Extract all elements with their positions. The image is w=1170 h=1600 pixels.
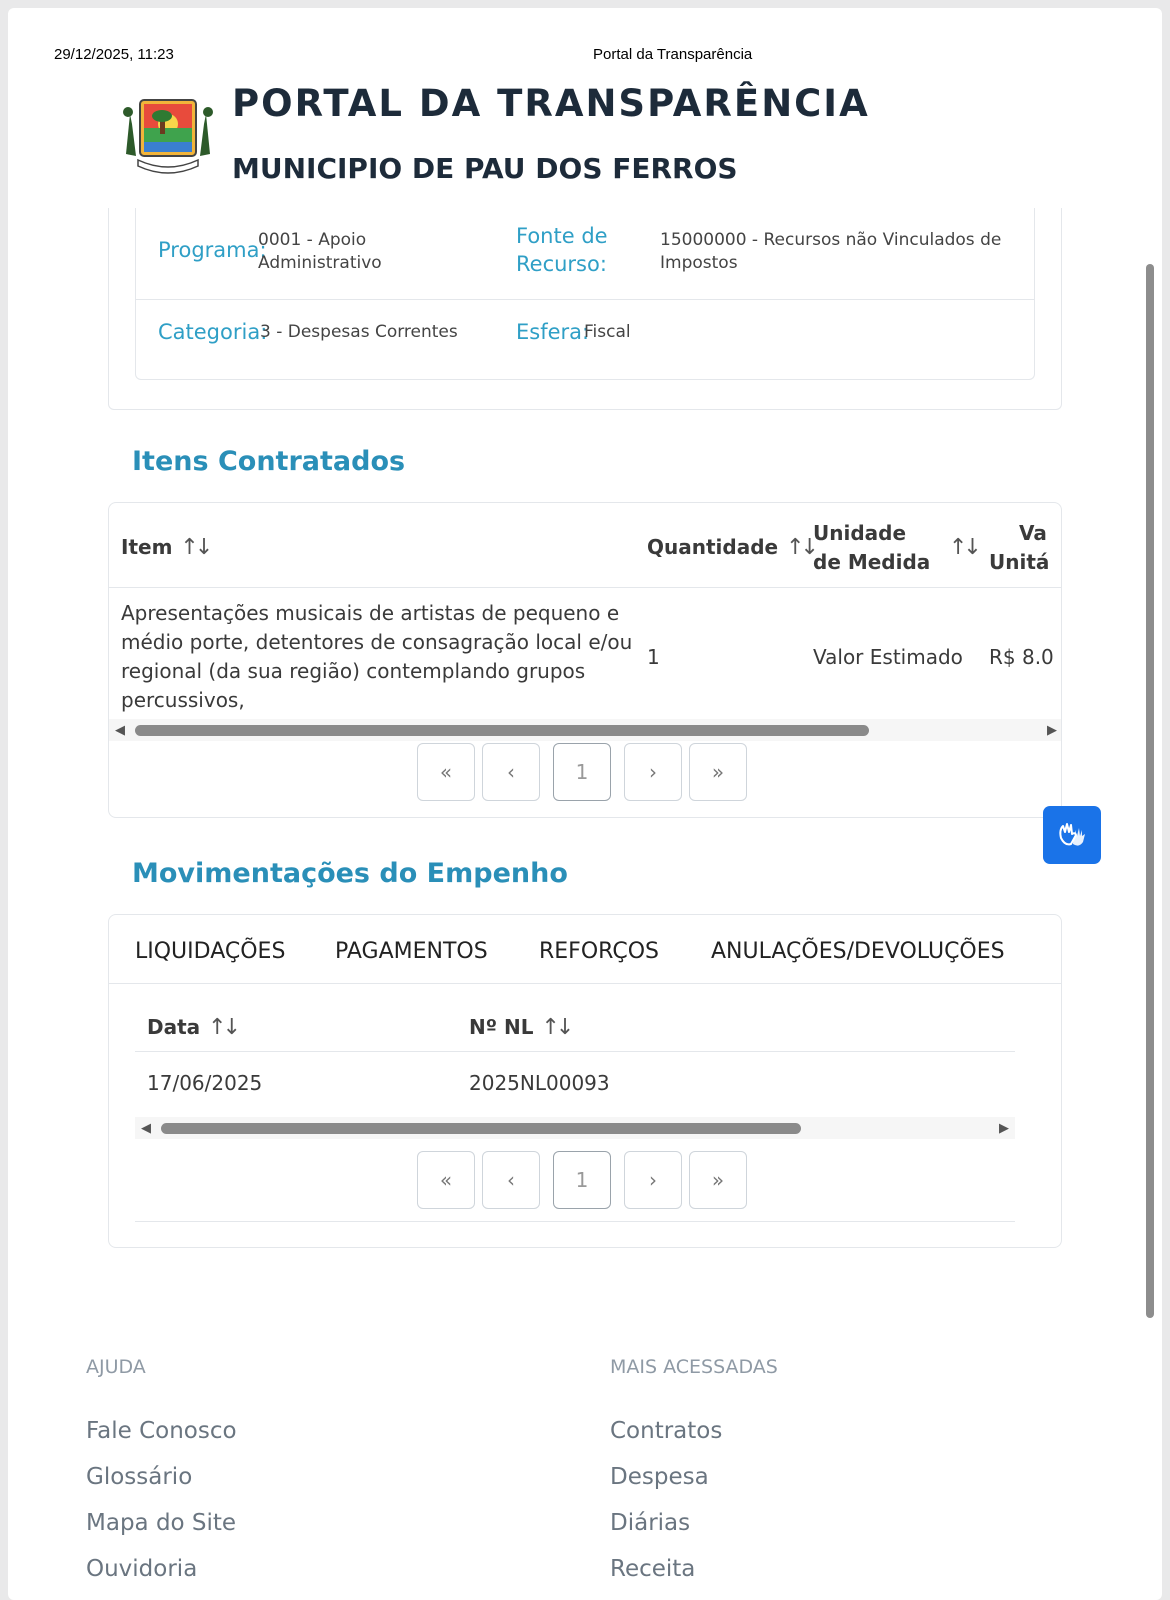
first-page-button[interactable]: « bbox=[417, 1151, 475, 1209]
sort-icon[interactable]: ↑↓ bbox=[786, 535, 815, 560]
coat-of-arms-logo[interactable] bbox=[120, 94, 216, 180]
cell-nl: 2025NL00093 bbox=[469, 1071, 610, 1095]
header-divider bbox=[109, 587, 1062, 588]
sort-icon[interactable]: ↑↓ bbox=[180, 535, 210, 560]
prev-page-button[interactable]: ‹ bbox=[482, 1151, 540, 1209]
current-page-button[interactable]: 1 bbox=[553, 1151, 611, 1209]
categoria-label: Categoria: bbox=[158, 320, 268, 344]
col-header-valor-line1[interactable]: Va bbox=[1019, 521, 1047, 545]
vertical-scrollbar-thumb[interactable] bbox=[1146, 264, 1154, 1318]
scroll-right-icon[interactable]: ▶ bbox=[1047, 722, 1057, 737]
coat-of-arms-icon bbox=[120, 94, 216, 180]
programa-value-line2: Administrativo bbox=[258, 253, 382, 273]
col-header-valor-line2[interactable]: Unitá bbox=[989, 550, 1050, 574]
tab-anulacoes-devolucoes[interactable]: ANULAÇÕES/DEVOLUÇÕES bbox=[711, 939, 1005, 964]
footer-divider bbox=[135, 1221, 1015, 1222]
first-page-button[interactable]: « bbox=[417, 743, 475, 801]
tab-pagamentos[interactable]: PAGAMENTOS bbox=[335, 939, 488, 964]
esfera-label: Esfera: bbox=[516, 320, 590, 344]
fonte-value-line1: 15000000 - Recursos não Vinculados de bbox=[660, 230, 1002, 250]
footer-link-contratos[interactable]: Contratos bbox=[610, 1418, 723, 1444]
itens-section-title: Itens Contratados bbox=[132, 446, 406, 477]
fonte-label-line2: Recurso: bbox=[516, 252, 607, 276]
last-page-button[interactable]: » bbox=[689, 743, 747, 801]
col-header-unidade[interactable] bbox=[813, 519, 906, 548]
col-header-unidade-line1: Unidade bbox=[813, 521, 907, 545]
prev-page-button[interactable]: ‹ bbox=[482, 743, 540, 801]
programa-value-line1: 0001 - Apoio bbox=[258, 230, 367, 250]
col-header-quantidade[interactable] bbox=[647, 533, 815, 562]
scrollbar-thumb[interactable] bbox=[161, 1123, 801, 1134]
libras-accessibility-button[interactable] bbox=[1043, 806, 1101, 864]
tab-liquidacoes[interactable]: LIQUIDAÇÕES bbox=[135, 939, 286, 964]
categoria-value: 3 - Despesas Correntes bbox=[260, 322, 458, 342]
cell-valor: R$ 8.0 bbox=[989, 645, 1054, 669]
col-header-data-label: Data bbox=[147, 1015, 201, 1039]
scroll-left-icon[interactable]: ◀ bbox=[115, 722, 125, 737]
footer-mais-acessadas-heading: MAIS ACESSADAS bbox=[610, 1356, 778, 1378]
col-header-data[interactable] bbox=[147, 1013, 237, 1042]
scroll-left-icon[interactable]: ◀ bbox=[141, 1120, 151, 1135]
sort-icon[interactable]: ↑↓ bbox=[208, 1015, 238, 1040]
col-header-item[interactable] bbox=[121, 533, 209, 562]
footer-link-mapa-do-site[interactable]: Mapa do Site bbox=[86, 1510, 237, 1536]
last-page-button[interactable]: » bbox=[689, 1151, 747, 1209]
cell-data: 17/06/2025 bbox=[147, 1071, 263, 1095]
scrollbar-thumb[interactable] bbox=[135, 725, 869, 736]
info-row-categoria bbox=[136, 300, 1034, 378]
col-header-quantidade-label: Quantidade bbox=[647, 535, 779, 559]
footer-link-diarias[interactable]: Diárias bbox=[610, 1510, 691, 1536]
cell-quantidade: 1 bbox=[647, 645, 660, 669]
print-page-title: Portal da Transparência bbox=[593, 46, 753, 63]
next-page-button[interactable]: › bbox=[624, 1151, 682, 1209]
itens-card bbox=[108, 502, 1062, 818]
col-header-unidade-2[interactable] bbox=[813, 548, 930, 577]
tab-reforcos[interactable]: REFORÇOS bbox=[539, 939, 659, 964]
site-title: PORTAL DA TRANSPARÊNCIA bbox=[232, 82, 870, 125]
fonte-value-line2: Impostos bbox=[660, 253, 738, 273]
cell-item-line4: percussivos, bbox=[121, 688, 245, 712]
header-divider bbox=[135, 1051, 1015, 1052]
footer-link-despesa[interactable]: Despesa bbox=[610, 1464, 709, 1490]
cell-item-line3: regional (da sua região) contemplando grupos bbox=[121, 659, 586, 683]
sort-icon[interactable]: ↑↓ bbox=[949, 535, 978, 560]
print-datetime: 29/12/2025, 11:23 bbox=[54, 46, 174, 63]
sort-icon[interactable]: ↑↓ bbox=[541, 1015, 571, 1040]
empenho-info-card bbox=[108, 208, 1062, 410]
scroll-right-icon[interactable]: ▶ bbox=[999, 1120, 1009, 1135]
movimentacoes-pagination bbox=[417, 1151, 747, 1209]
footer-link-ouvidoria[interactable]: Ouvidoria bbox=[86, 1556, 198, 1582]
col-header-nl-label: Nº NL bbox=[469, 1015, 534, 1039]
cell-item-line2: médio porte, detentores de consagração local e/ou bbox=[121, 630, 633, 654]
movimentacoes-section-title: Movimentações do Empenho bbox=[132, 858, 568, 889]
col-header-item-label: Item bbox=[121, 535, 173, 559]
horizontal-scrollbar[interactable] bbox=[109, 719, 1062, 741]
empenho-info-table bbox=[135, 208, 1035, 380]
movimentacoes-card bbox=[108, 914, 1062, 1248]
col-header-unidade-line2: de Medida bbox=[813, 550, 931, 574]
col-header-nl[interactable] bbox=[469, 1013, 570, 1042]
programa-label: Programa: bbox=[158, 238, 267, 262]
fonte-label-line1: Fonte de bbox=[516, 224, 608, 248]
footer-link-glossario[interactable]: Glossário bbox=[86, 1464, 193, 1490]
esfera-value: Fiscal bbox=[584, 322, 631, 342]
sign-language-hands-icon bbox=[1055, 818, 1089, 852]
horizontal-scrollbar[interactable] bbox=[135, 1117, 1015, 1139]
print-sheet bbox=[8, 8, 1162, 1600]
footer-link-fale-conosco[interactable]: Fale Conosco bbox=[86, 1418, 237, 1444]
footer-link-receita[interactable]: Receita bbox=[610, 1556, 696, 1582]
site-subtitle: MUNICIPIO DE PAU DOS FERROS bbox=[232, 152, 738, 185]
current-page-button[interactable]: 1 bbox=[553, 743, 611, 801]
cell-item-line1: Apresentações musicais de artistas de pequeno e bbox=[121, 601, 620, 625]
info-row-programa bbox=[136, 208, 1034, 300]
next-page-button[interactable]: › bbox=[624, 743, 682, 801]
cell-unidade: Valor Estimado bbox=[813, 645, 963, 669]
col-header-unidade-sort[interactable] bbox=[941, 533, 978, 562]
itens-pagination bbox=[417, 743, 747, 801]
tabs-divider bbox=[109, 983, 1062, 984]
footer-ajuda-heading: AJUDA bbox=[86, 1356, 146, 1378]
